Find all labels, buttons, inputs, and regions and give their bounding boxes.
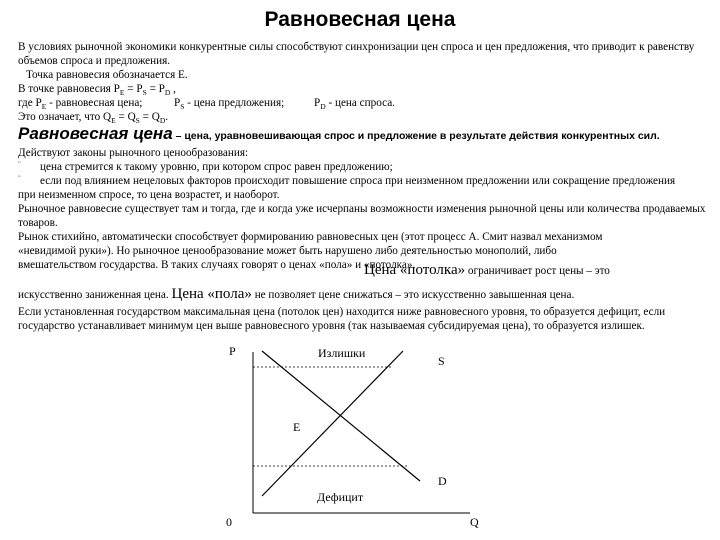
quantity-condition: Это означает, что $Q_E = Q_S = Q_D$. (18, 111, 169, 126)
floor-term: Цена «пола» (171, 286, 252, 302)
origin-label: 0 (226, 515, 232, 529)
surplus-label: Излишки (318, 346, 366, 360)
ceiling-term: Цена «потолка» (364, 262, 466, 278)
deficit-surplus-paragraph: Если установленная государством максимальная цена (потолок цен) находится ниже равновесного уровня, то образуется дефицит, если государство устанавливает минимум цен выше равновесного уровня (так называемая субсидируемая цена), то образуется излишек. (18, 306, 666, 332)
laws-intro: Действуют законы рыночного ценообразования: (18, 147, 249, 159)
q-axis-label: Q (470, 515, 479, 529)
intro-paragraph: В условиях рыночной экономики конкурентные силы способствуют синхронизации цен спроса и цен предложения, что приводит к равенству объемов спроса и предложения. (18, 41, 695, 67)
ceiling-line: Цена «потолка» ограничивает рост цены – это (364, 262, 610, 278)
deficit-label: Дефицит (317, 490, 364, 504)
demand-curve (262, 351, 420, 481)
definition-term: Равновесная цена (18, 124, 173, 143)
p-axis-label: P (229, 344, 236, 358)
notation-demand-price: $Р_D$ - цена спроса. (314, 97, 395, 112)
equilibrium-condition: В точке равновесия $Р_Е = Р_S = Р_D$ , (18, 83, 176, 98)
page-title: Равновесная цена (264, 8, 456, 31)
bullet-marker: ¨ (18, 174, 21, 183)
demand-label: D (438, 474, 447, 488)
market-equilibrium-paragraph: Рыночное равновесие существует там и тогда, где и когда уже исчерпаны возможности изменения рыночной цены или количества продаваемых товаров. (18, 203, 706, 229)
law-item: если под влиянием нецеловых факторов происходит повышение спроса при неизменном предложении или сокращение предложения при неизменном спросе, то цена возрастет, и наоборот. (18, 175, 676, 201)
floor-line: искусственно заниженная цена. Цена «пола» не позволяет цене снижаться – это искусственно завышенная цена. (18, 286, 575, 302)
bullet-marker: ¨ (18, 160, 21, 169)
equilibrium-label: E (293, 420, 301, 434)
supply-label: S (438, 354, 445, 368)
definition-text: – цена, уравновешивающая спрос и предложение в результате действия конкурентных сил. (172, 130, 660, 142)
notation-equilibrium-price: где $Р_Е$ - равновесная цена; (18, 97, 143, 112)
notation-supply-price: $Р_S$ - цена предложения; (174, 97, 285, 112)
law-item: цена стремится к такому уровню, при котором спрос равен предложению; (40, 161, 393, 173)
price-regulation-paragraph: Рынок стихийно, автоматически способствует формированию равновесных цен (этот процесс А. Смит назвал механизмом «невидимой руки»). Но рыночное ценообразование может быть нарушено либо деятельностью монополий, либо вмешательством государства. В таких случаях говорят о ценах «пола» и «потолка». (18, 231, 603, 271)
supply-curve (262, 351, 403, 496)
equilibrium-point-note: Точка равновесия обозначается Е. (26, 69, 188, 81)
